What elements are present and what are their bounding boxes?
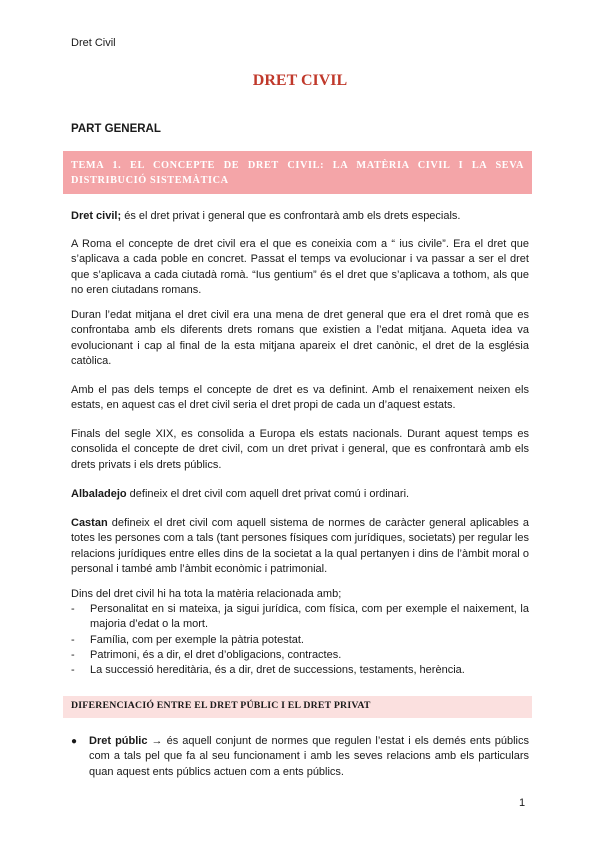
castan-text: defineix el dret civil com aquell sistema de normes de caràcter general aplicables a totes les persones com a tals (tant persones físiques com jurídiques, societats) per regular les relacions jurídiques entre elles dins de la societat a la qual pertanyen i dins de l’àmbit moral o personal i també amb l’àmbit econòmic i patrimonial. bbox=[71, 517, 529, 575]
rome-paragraph: A Roma el concepte de dret civil era el que es coneixia com a “ ius civile”. Era el dret que s’aplicava a cada poble en concret. Passat el temps va evolucionar i va passar a ser el dret que s’aplicava a cada ciutadà romà. “Ius gentium” és el dret que s’aplicava a tothom, als que no eren ciutadans romans. bbox=[71, 238, 529, 296]
topic-heading: TEMA 1. EL CONCEPTE DE DRET CIVIL: LA MATÈRIA CIVIL I LA SEVA DISTRIBUCIÓ SISTEMÀTICA bbox=[63, 151, 532, 194]
bullet-text: és aquell conjunt de normes que regulen l’estat i els demés ents públics com a tals pel que fa al seu funcionament i amb les seves relacions amb els particulars quan aquest ents públics actuen com a ents públics. bbox=[89, 735, 529, 778]
definition-text: és el dret privat i general que es confrontarà amb els drets especials. bbox=[121, 210, 461, 222]
subsection-heading: DIFERENCIACIÓ ENTRE EL DRET PÚBLIC I EL DRET PRIVAT bbox=[63, 696, 532, 718]
section-heading: PART GENERAL bbox=[71, 123, 161, 135]
renaissance-paragraph: Amb el pas dels temps el concepte de dret es va definint. Amb el renaixement neixen els estats, en aquest cas el dret civil seria el dret propi de cada un d’aquest estats. bbox=[71, 384, 529, 412]
middle-ages-paragraph: Duran l’edat mitjana el dret civil era una mena de dret general que era el dret romà que es confrontaba amb els diferents drets romans que existien a l’edat mitjana. Aqueta idea va evolucionant i cap al final de la esta mitjana apareix el dret canònic, el dret de la església catòlica. bbox=[71, 309, 529, 367]
dash-marker: - bbox=[71, 664, 75, 677]
castan-term: Castan bbox=[71, 517, 108, 529]
matters-list bbox=[71, 602, 529, 678]
dash-marker: - bbox=[71, 603, 75, 615]
arrow-icon: → bbox=[147, 735, 167, 747]
definition-term: Dret civil; bbox=[71, 210, 122, 222]
nineteenth-century-paragraph: Finals del segle XIX, es consolida a Europa els estats nacionals. Durant aquest temps es consolida el concepte de dret civil, com un dret privat i general, que es confrontarà amb els drets privats i els drets públics. bbox=[71, 428, 529, 471]
document-title: DRET CIVIL bbox=[252, 72, 348, 89]
list-item: - La successió hereditària, és a dir, dret de successions, testaments, herència. bbox=[71, 663, 529, 678]
bullet-item-public-law bbox=[71, 734, 529, 780]
albaladejo-text: defineix el dret civil com aquell dret privat comú i ordinari. bbox=[126, 488, 410, 500]
list-item: - Família, com per exemple la pàtria potestat. bbox=[71, 633, 529, 648]
albaladejo-term: Albaladejo bbox=[71, 488, 127, 500]
bullet-term: Dret públic bbox=[89, 735, 148, 747]
bullet-icon: ● bbox=[71, 736, 78, 747]
definition-paragraph bbox=[71, 209, 529, 224]
castan-paragraph bbox=[71, 516, 529, 577]
dash-marker: - bbox=[71, 648, 75, 661]
running-header: Dret Civil bbox=[71, 37, 116, 49]
dash-marker: - bbox=[71, 633, 75, 646]
list-item: - Personalitat en si mateixa, ja sigui jurídica, com física, com per exemple el naixement, la majoria d’edat o la mort. bbox=[71, 603, 529, 631]
page-number: 1 bbox=[519, 797, 526, 809]
list-item: - Patrimoni, és a dir, el dret d’obligacions, contractes. bbox=[71, 648, 529, 663]
albaladejo-paragraph bbox=[71, 487, 529, 502]
matters-intro: Dins del dret civil hi ha tota la matèria relacionada amb; bbox=[71, 588, 342, 600]
